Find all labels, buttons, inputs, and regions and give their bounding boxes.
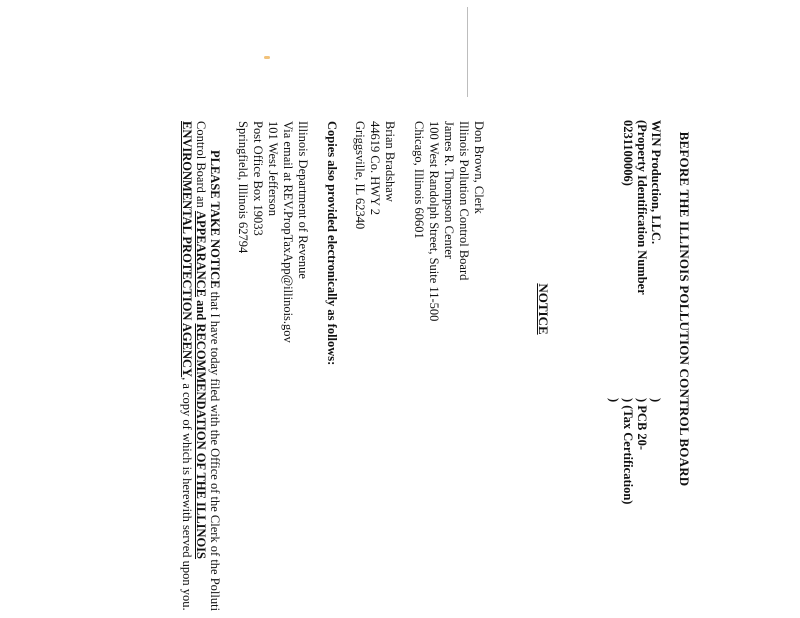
caption-paren-1: ) — [649, 398, 663, 403]
notice-heading: NOTICE — [536, 283, 551, 335]
revenue-dept: Illinois Department of Revenue — [296, 121, 310, 279]
body-line-3 — [180, 121, 194, 611]
caption-pcb-number: ) PCB 20- — [635, 398, 649, 451]
clerk-building: James R. Thompson Center — [442, 121, 456, 259]
clerk-board: Illinois Pollution Control Board — [457, 121, 471, 281]
caption-tax-certification: ) (Tax Certification) — [621, 398, 635, 505]
clerk-city: Chicago, Illinois 60601 — [412, 121, 426, 239]
recipient-city: Griggsville, IL 62340 — [353, 121, 367, 230]
please-take-notice: PLEASE TAKE NOTICE — [208, 150, 222, 289]
recipient-street: 44619 Co. HWY 2 — [368, 121, 382, 215]
revenue-email: Via email at REV.PropTaxApp@illinois.gov — [281, 121, 295, 343]
appearance-term: APPEARANCE — [194, 210, 208, 298]
body-line-1 — [208, 150, 222, 611]
recommendation-term: RECOMMENDATION OF THE ILLINOIS — [194, 323, 208, 560]
body-line-2 — [194, 121, 208, 559]
caption-pin-label: (Property Identification Number — [635, 120, 649, 295]
body-line-1-rest: that I have today filed with the Office of the Clerk of the Polluti — [208, 288, 222, 612]
caption-pin-number: 0231100006) — [621, 120, 635, 186]
scan-artifact-line — [467, 7, 468, 97]
scan-artifact-speck — [264, 56, 270, 59]
clerk-name: Don Brown, Clerk — [472, 121, 486, 214]
caption-party: WIN Production, LLC. — [649, 120, 663, 245]
agency-term: ENVIRONMENTAL PROTECTION AGENCY — [180, 121, 194, 378]
clerk-street: 100 West Randolph Street, Suite 11-500 — [427, 121, 441, 322]
revenue-street: 101 West Jefferson — [266, 121, 280, 217]
caption-paren-4: ) — [607, 398, 621, 403]
copies-heading: Copies also provided electronically as follows: — [325, 121, 339, 366]
body-line-3-rest: , a copy of which is herewith served upon you. — [180, 377, 194, 611]
board-title: BEFORE THE ILLINOIS POLLUTION CONTROL BOARD — [677, 131, 692, 487]
body-line-2-a: Control Board an — [194, 121, 208, 211]
revenue-city: Springfield, Illinois 62794 — [236, 121, 250, 254]
recipient-name: Brian Bradshaw — [383, 121, 397, 202]
body-line-2-and: and — [194, 297, 208, 324]
revenue-po-box: Post Office Box 19033 — [251, 121, 265, 236]
